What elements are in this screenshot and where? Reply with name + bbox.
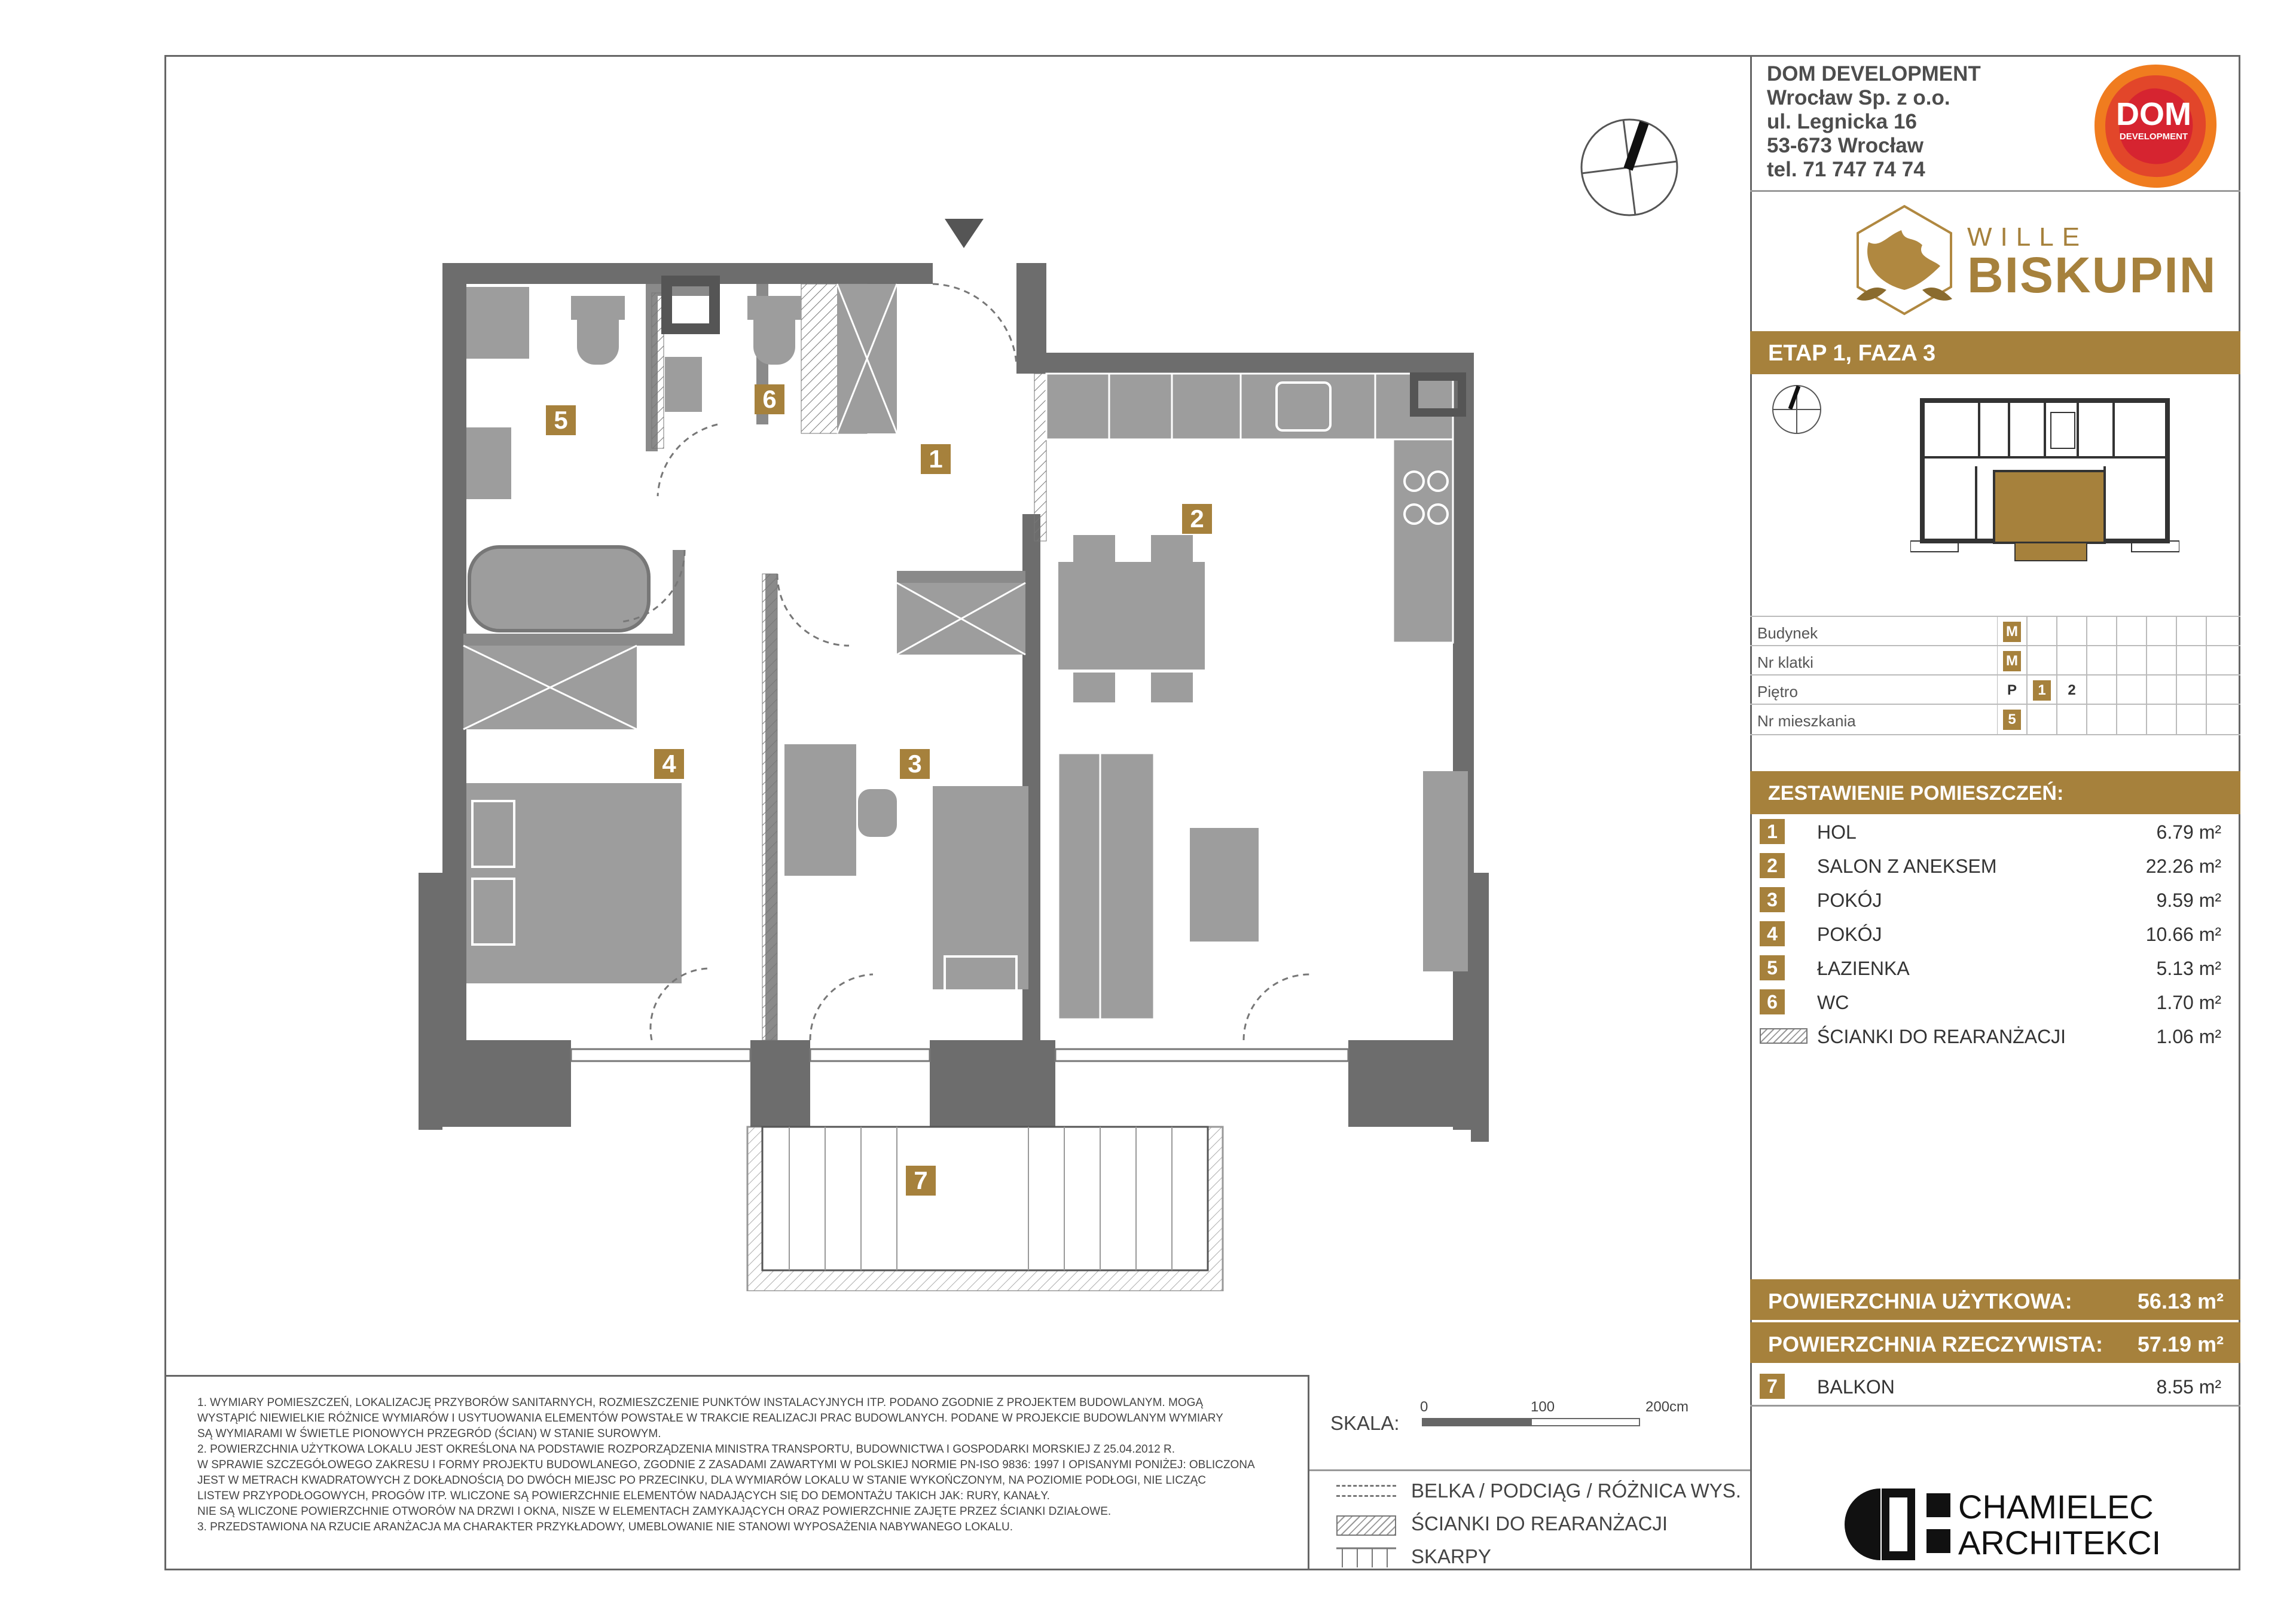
divider (1750, 1405, 2240, 1407)
balcony-row: 7 BALKON 8.55 m² (1760, 1369, 2238, 1402)
table-row: Budynek M (1750, 616, 2240, 646)
company-address (1767, 62, 1981, 182)
logo-text: DOM (2116, 96, 2191, 132)
dashed-line-icon (1336, 1485, 1396, 1497)
north-arrow-small-icon (1770, 383, 1824, 439)
company-line: DOM DEVELOPMENT (1767, 62, 1981, 85)
stage-label: ETAP 1, FAZA 3 (1768, 341, 1936, 366)
rooms-header: ZESTAWIENIE POMIESZCZEŃ: (1750, 771, 2240, 814)
key-plan (1910, 389, 2179, 583)
north-arrow-icon (1578, 117, 1680, 221)
legend-divider (1309, 1469, 1750, 1471)
room-row: 3 POKÓJ 9.59 m² (1760, 882, 2238, 916)
divider (1750, 190, 2240, 192)
project-name-main: BISKUPIN (1967, 247, 2217, 303)
company-line: ul. Legnicka 16 (1767, 110, 1917, 133)
room-row: 5 ŁAZIENKA 5.13 m² (1760, 950, 2238, 984)
architect-square-icon (1926, 1493, 1950, 1517)
architect-name-2: ARCHITEKCI (1958, 1524, 2161, 1561)
room-label-3: 3 (900, 749, 930, 779)
room-row: 6 WC 1.70 m² (1760, 985, 2238, 1018)
scale-label: SKALA: (1330, 1412, 1400, 1434)
table-row: Nr mieszkania 5 (1750, 704, 2240, 735)
notes: 1. WYMIARY POMIESZCZEŃ, LOKALIZACJĘ PRZYBORÓW SANITARNYCH, ROZMIESZCZENIE PUNKTÓW INSTALACYJNYCH ITP. PODANO ZGODNIE Z PROJEKTEM BUDOWLANYM. MOGĄ WYSTĄPIĆ NIEWIELKIE RÓŻNICE WYMIARÓW I USYTUOWANIA ELEMENTÓW POWSTAŁE W TRAKCIE REALIZACJI PRAC BUDOWLANYCH. PODANE W PROJEKCIE BUDOWLANYM WYMIARY SĄ WYMIARAMI W ŚWIETLE PIONOWYCH PRZEGRÓD (ŚCIAN) W STANIE SUROWYM. 2. POWIERZCHNIA UŻYTKOWA LOKALU JEST OKREŚLONA NA PODSTAWIE ROZPORZĄDZENIA MINISTRA TRANSPORTU, BUDOWNICTWA I GOSPODARKI MORSKIEJ Z 25.04.2012 R. W SPRAWIE SZCZEGÓŁOWEGO ZAKRESU I FORMY PROJEKTU BUDOWLANEGO, ZGODNIE Z ZASADAMI ZAWARTYMI W POLSKIEJ NORMIE PN-ISO 9836: 1997 I OPISANYMI PONIŻEJ: OBLICZONA JEST W METRACH KWADRATOWYCH Z DOKŁADNOŚCIĄ DO DWÓCH MIEJSC PO PRZECINKU, DLA WYMIARÓW LOKALU W STANIE WYKOŃCZONYM, NA POZIOMIE PODŁOGI, NIE LICZĄC LISTEW PRZYPODŁOGOWYCH, PROGÓW ITP. WLICZONE SĄ POWIERZCHNIE ELEMENTÓW NADAJĄCYCH SIĘ DO DEMONTAŻU TAKICH JAK: RURY, KANAŁY. NIE SĄ WLICZONE POWIERZCHNIE OTWORÓW NA DRZWI I OKNA, NISZE W ELEMENTACH ZAMYKAJĄCYCH ORAZ POWIERZCHNIE ZAJĘTE PRZEZ ŚCIANKI DZIAŁOWE. 3. PRZEDSTAWIONA NA RZUCIE ARANŻACJA MA CHARAKTER PRZYKŁADOWY, UMEBLOWANIE NIE STANOWI WYPOSAŻENIA NABYWANEGO LOKALU. (197, 1396, 1255, 1533)
room-label-1: 1 (921, 444, 951, 474)
room-label-4: 4 (654, 749, 684, 779)
reveal-legend-icon (1336, 1547, 1396, 1570)
room-label-6: 6 (755, 384, 784, 414)
room-row: 2 SALON Z ANEKSEM 22.26 m² (1760, 848, 2238, 882)
company-line: tel. 71 747 74 74 (1767, 158, 1925, 181)
scale-tick-0: 0 (1420, 1399, 1428, 1415)
scale-bar (1422, 1418, 1640, 1426)
room-label-5: 5 (546, 405, 576, 435)
project-name-top: WILLE (1967, 222, 2089, 252)
legend-reveal: SKARPY (1411, 1545, 1491, 1567)
room-label-2: 2 (1182, 504, 1212, 534)
partition-row: ŚCIANKI DO REARANŻACJI 1.06 m² (1760, 1019, 2238, 1052)
total-usable-bar: POWIERZCHNIA UŻYTKOWA: 56.13 m² (1750, 1279, 2240, 1320)
company-line: Wrocław Sp. z o.o. (1767, 86, 1950, 109)
scale-tick-100: 100 (1531, 1399, 1555, 1415)
table-grid (1997, 616, 2242, 737)
logo-subtext: DEVELOPMENT (2119, 132, 2188, 142)
legend-beam: BELKA / PODCIĄG / RÓŻNICA WYS. (1411, 1480, 1741, 1502)
total-real-bar: POWIERZCHNIA RZECZYWISTA: 57.19 m² (1750, 1322, 2240, 1363)
room-label-7: 7 (906, 1166, 936, 1196)
hatch-legend-icon (1336, 1515, 1396, 1536)
dom-development-logo (2090, 61, 2221, 192)
hatch-swatch-icon (1760, 1028, 1808, 1044)
chamielec-logo-icon (1845, 1488, 1916, 1563)
scale-tick-200: 200cm (1645, 1399, 1689, 1415)
architect-name-1: CHAMIELEC (1958, 1488, 2154, 1526)
floor-plan (419, 215, 1674, 1294)
table-row: Nr klatki M (1750, 645, 2240, 676)
room-row: 4 POKÓJ 10.66 m² (1760, 916, 2238, 950)
stage-bar (1750, 331, 2240, 374)
architect-square-icon (1926, 1529, 1950, 1553)
table-row: Piętro P 1 2 (1750, 674, 2240, 705)
company-line: 53-673 Wrocław (1767, 134, 1923, 157)
room-row: 1 HOL 6.79 m² (1760, 814, 2238, 848)
legend-partition: ŚCIANKI DO REARANŻACJI (1411, 1512, 1668, 1535)
oak-leaf-logo-icon (1845, 200, 1964, 320)
